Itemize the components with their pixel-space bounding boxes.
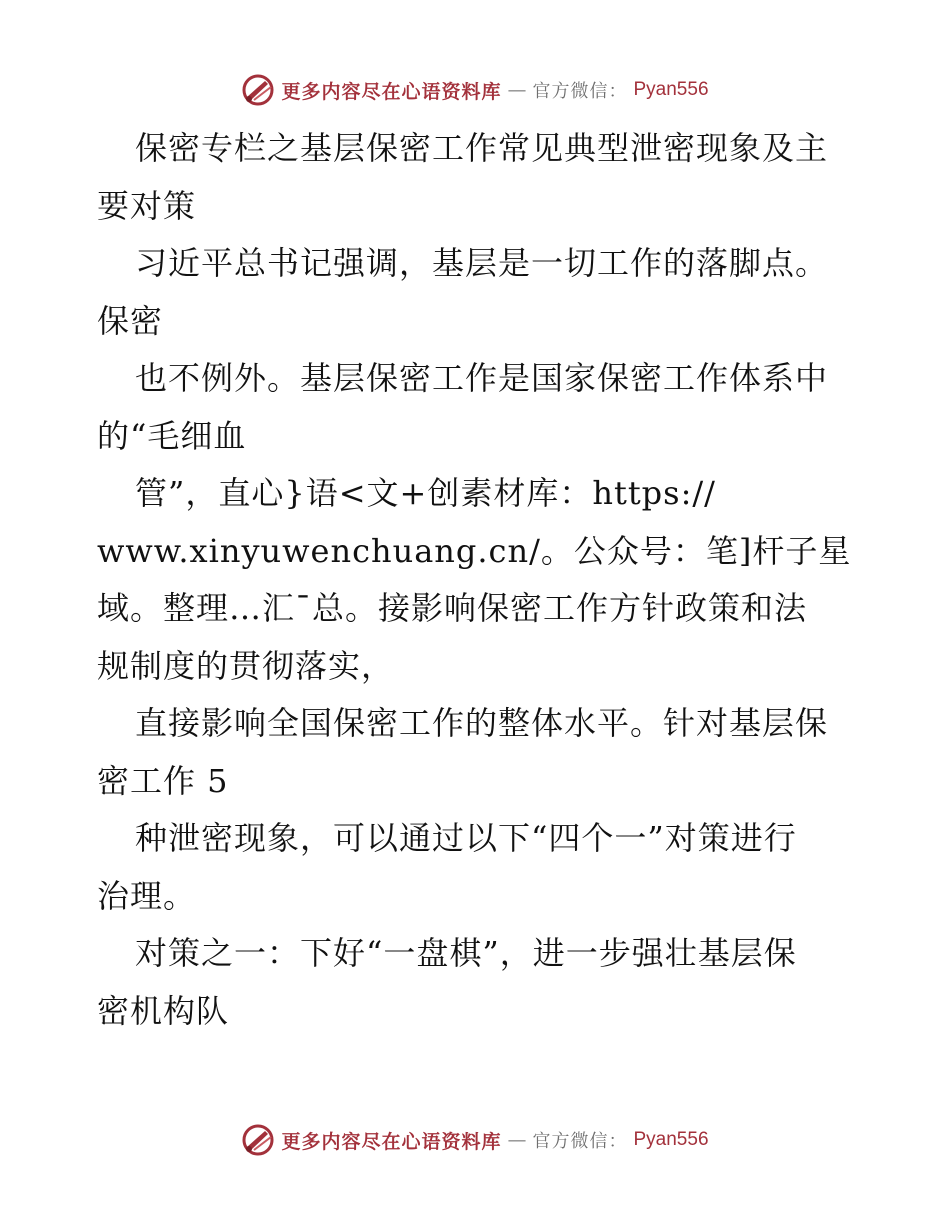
- text-line: 直接影响全国保密工作的整体水平。针对基层保: [135, 704, 829, 742]
- footer-separator: —: [507, 1129, 527, 1151]
- text-line: 习近平总书记强调，基层是一切工作的落脚点。: [135, 244, 829, 282]
- header-wechat-label: 官方微信：: [532, 81, 628, 102]
- brand-logo-icon: [241, 73, 275, 107]
- footer-brand: [241, 1123, 708, 1157]
- footer-wechat-label: 官方微信：: [532, 1131, 628, 1152]
- header-wechat-id: Pyan556: [633, 79, 709, 100]
- text-line: 密机构队: [97, 991, 230, 1030]
- text-line: 治理。: [97, 876, 197, 915]
- page-footer: [0, 1120, 950, 1160]
- text-line: 的“毛细血: [97, 416, 247, 455]
- page-header: [0, 70, 950, 110]
- header-separator: —: [507, 79, 527, 101]
- text-line-url: www.xinyuwenchuang.cn/。公众号：笔]杆子星: [97, 531, 852, 570]
- text-line: 也不例外。基层保密工作是国家保密工作体系中: [135, 359, 829, 397]
- text-line: 对策之一：下好“一盘棋”，进一步强壮基层保: [135, 934, 797, 972]
- header-brand-text: 更多内容尽在心语资料库: [281, 80, 502, 103]
- text-line: 要对策: [97, 186, 197, 225]
- footer-wechat-id: Pyan556: [633, 1129, 709, 1150]
- text-line: 规制度的贯彻落实，: [97, 646, 395, 685]
- header-brand: [241, 73, 708, 107]
- text-line: 种泄密现象，可以通过以下“四个一”对策进行: [135, 819, 797, 857]
- text-line: 管”，直心}语<文+创素材库：https://: [135, 474, 716, 512]
- text-line: 保密: [97, 301, 164, 340]
- text-line: 密工作 5: [97, 761, 229, 800]
- brand-logo-icon: [241, 1123, 275, 1157]
- text-line: 保密专栏之基层保密工作常见典型泄密现象及主: [135, 129, 829, 167]
- footer-brand-text: 更多内容尽在心语资料库: [281, 1130, 502, 1153]
- document-body: [97, 120, 857, 1040]
- text-line: 域。整理…汇¯总。接影响保密工作方针政策和法: [97, 589, 808, 627]
